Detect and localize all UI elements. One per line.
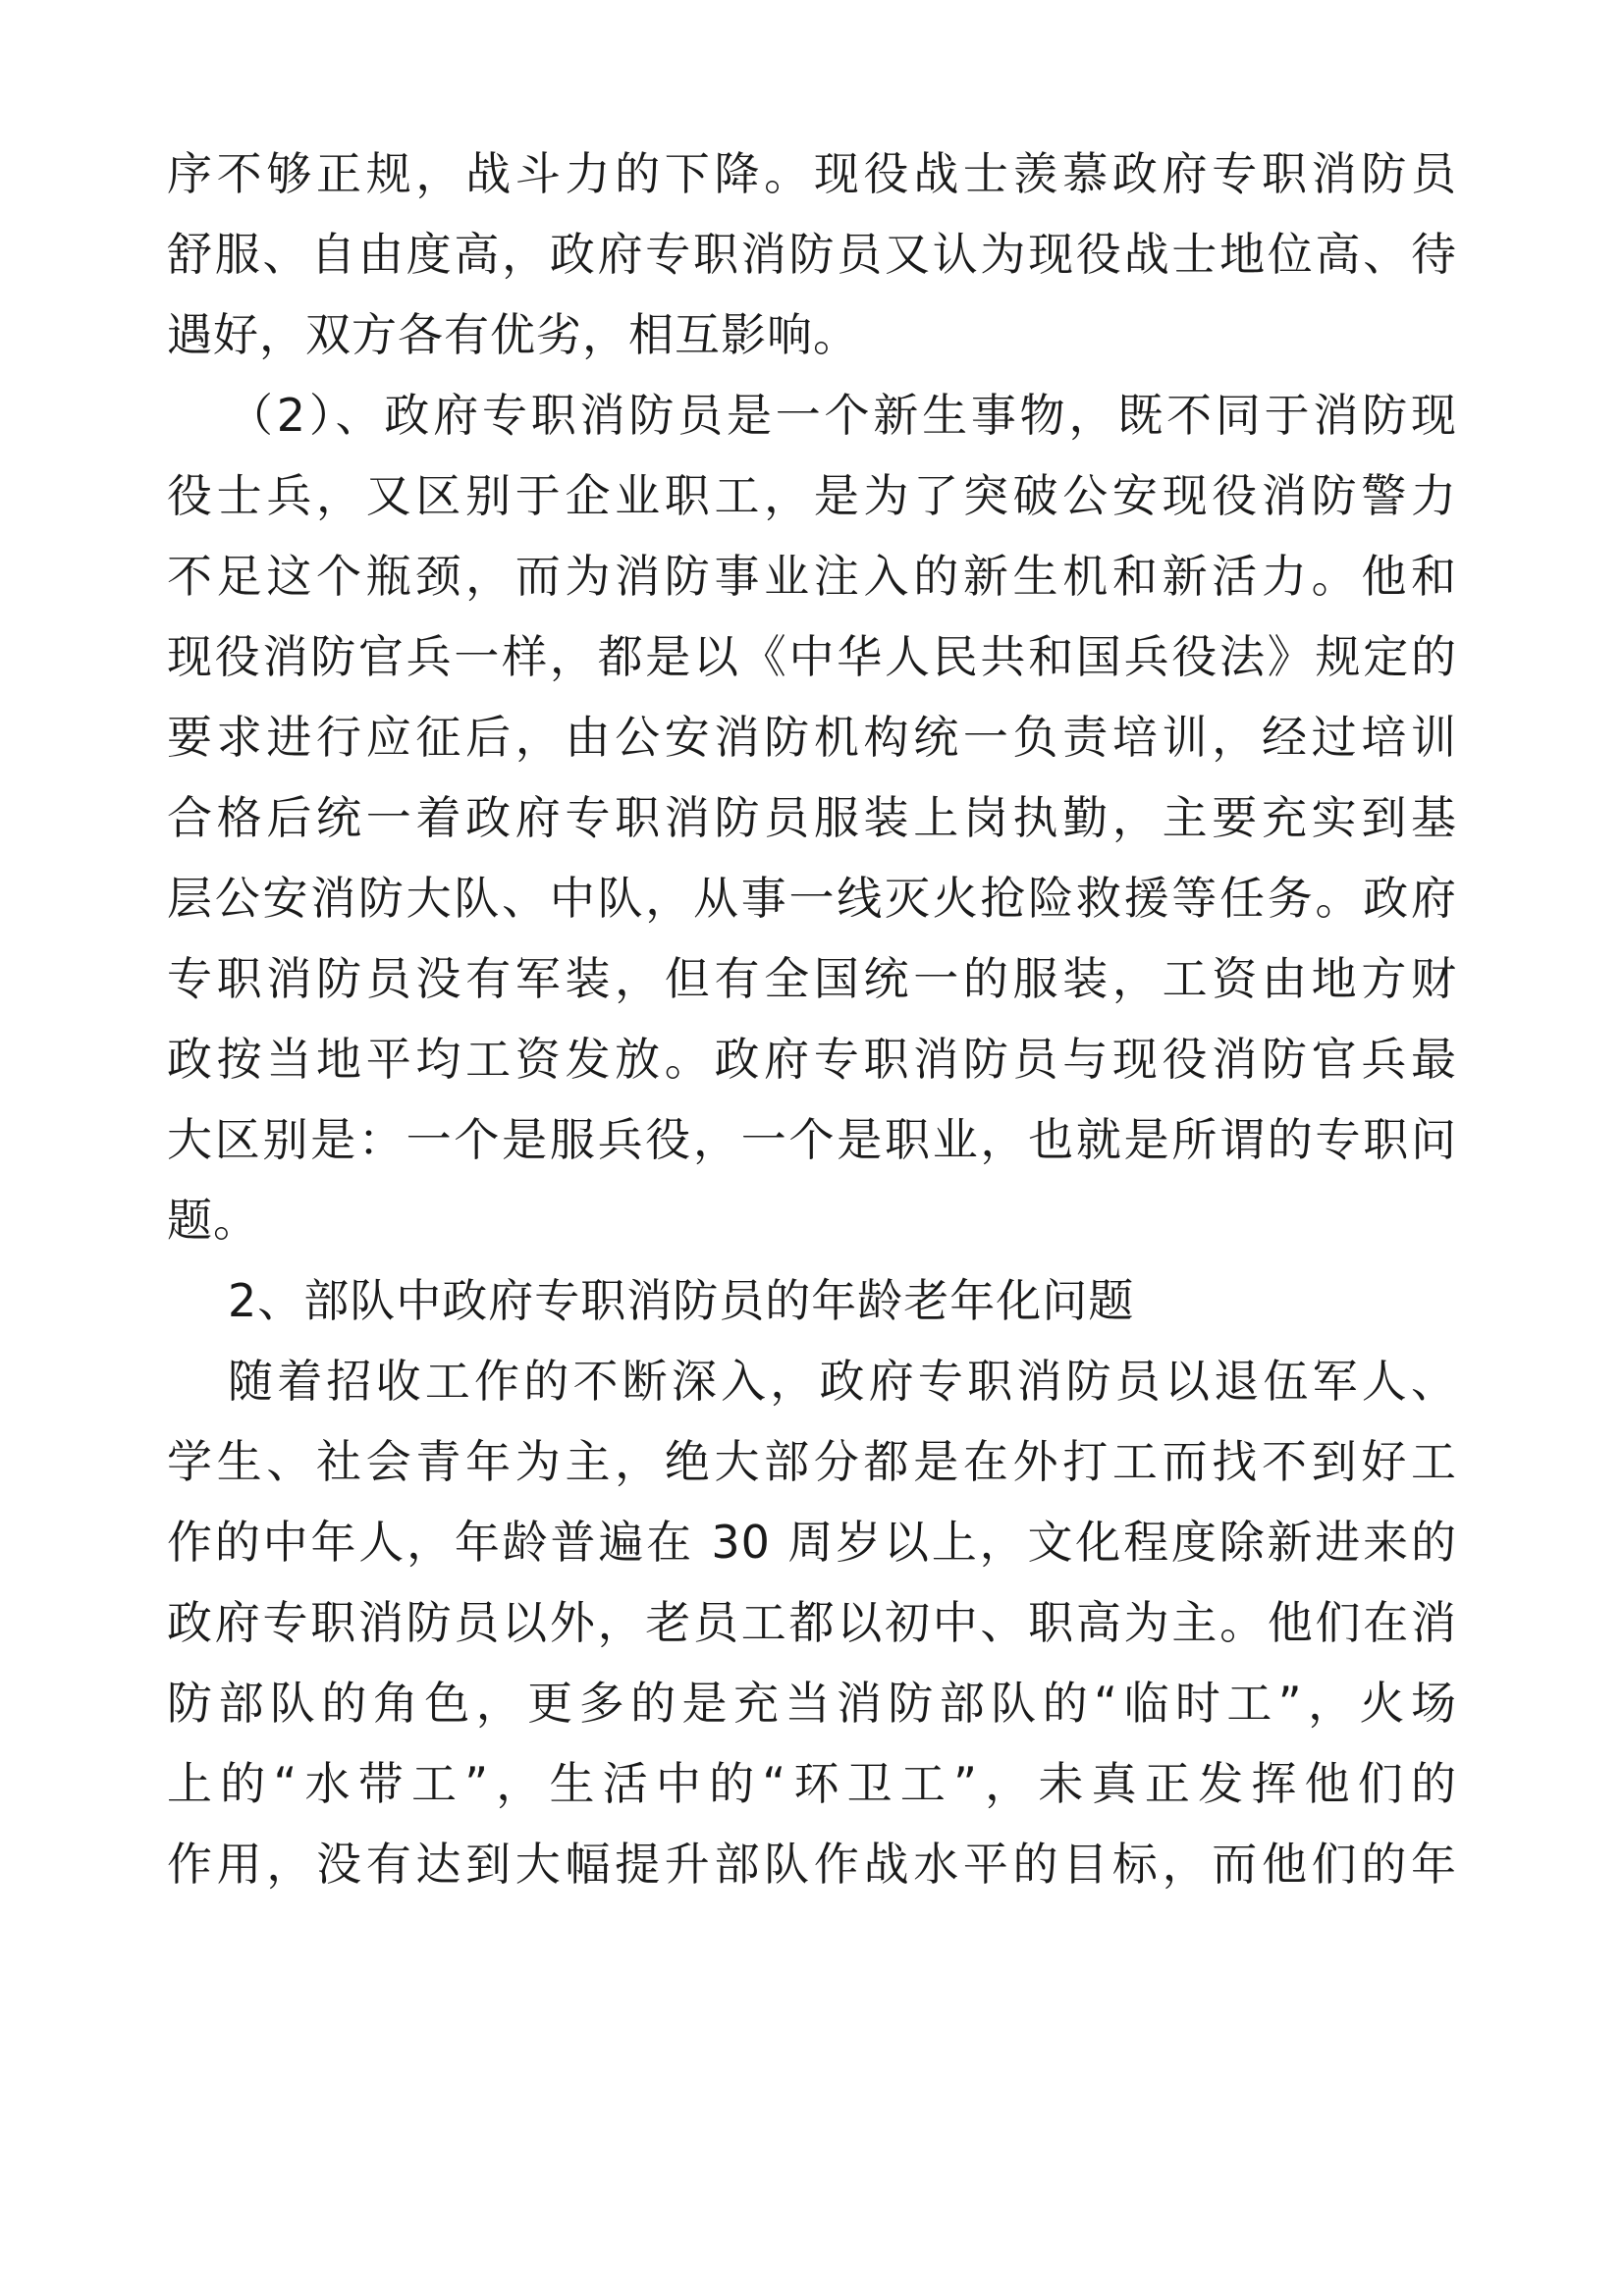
text-line: 舒服、自由度高，政府专职消防员又认为现役战士地位高、待 [167, 228, 1457, 281]
text-line: 大区别是：一个是服兵役，一个是职业，也就是所谓的专职问 [167, 1113, 1457, 1166]
text-line: 政府专职消防员以外，老员工都以初中、职高为主。他们在消 [167, 1596, 1457, 1649]
text-line: 学生、社会青年为主，绝大部分都是在外打工而找不到好工 [167, 1435, 1457, 1488]
text-line: （2）、政府专职消防员是一个新生事物，既不同于消防现 [228, 389, 1457, 442]
paragraph-4 [167, 1341, 1457, 1904]
text-line: 专职消防员没有军装，但有全国统一的服装，工资由地方财 [167, 952, 1457, 1005]
text-line: 防部队的角色，更多的是充当消防部队的“临时工”，火场 [167, 1677, 1457, 1730]
text-line: 层公安消防大队、中队，从事一线灭火抢险救援等任务。政府 [167, 872, 1457, 925]
text-line: 作用，没有达到大幅提升部队作战水平的目标，而他们的年 [167, 1838, 1457, 1891]
text-line: 合格后统一着政府专职消防员服装上岗执勤，主要充实到基 [167, 791, 1457, 844]
text-line: 2、部队中政府专职消防员的年龄老年化问题 [228, 1274, 1135, 1327]
text-line: 役士兵，又区别于企业职工，是为了突破公安现役消防警力 [167, 469, 1457, 522]
text-line: 遇好，双方各有优劣，相互影响。 [167, 308, 859, 361]
paragraph-1 [167, 133, 1457, 375]
text-line: 序不够正规，战斗力的下降。现役战士羡慕政府专职消防员 [167, 147, 1457, 200]
text-line: 随着招收工作的不断深入，政府专职消防员以退伍军人、 [228, 1355, 1457, 1408]
text-line: 要求进行应征后，由公安消防机构统一负责培训，经过培训 [167, 711, 1457, 764]
text-line: 题。 [167, 1194, 259, 1247]
text-line: 上的“水带工”，生活中的“环卫工”，未真正发挥他们的 [167, 1757, 1457, 1810]
text-line: 作的中年人，年龄普遍在 30 周岁以上，文化程度除新进来的 [167, 1516, 1457, 1569]
paragraph-3-heading [167, 1260, 1457, 1341]
paragraph-2 [167, 375, 1457, 1260]
text-line: 现役消防官兵一样，都是以《中华人民共和国兵役法》规定的 [167, 630, 1457, 683]
text-line: 政按当地平均工资发放。政府专职消防员与现役消防官兵最 [167, 1033, 1457, 1086]
text-line: 不足这个瓶颈，而为消防事业注入的新生机和新活力。他和 [167, 550, 1457, 603]
